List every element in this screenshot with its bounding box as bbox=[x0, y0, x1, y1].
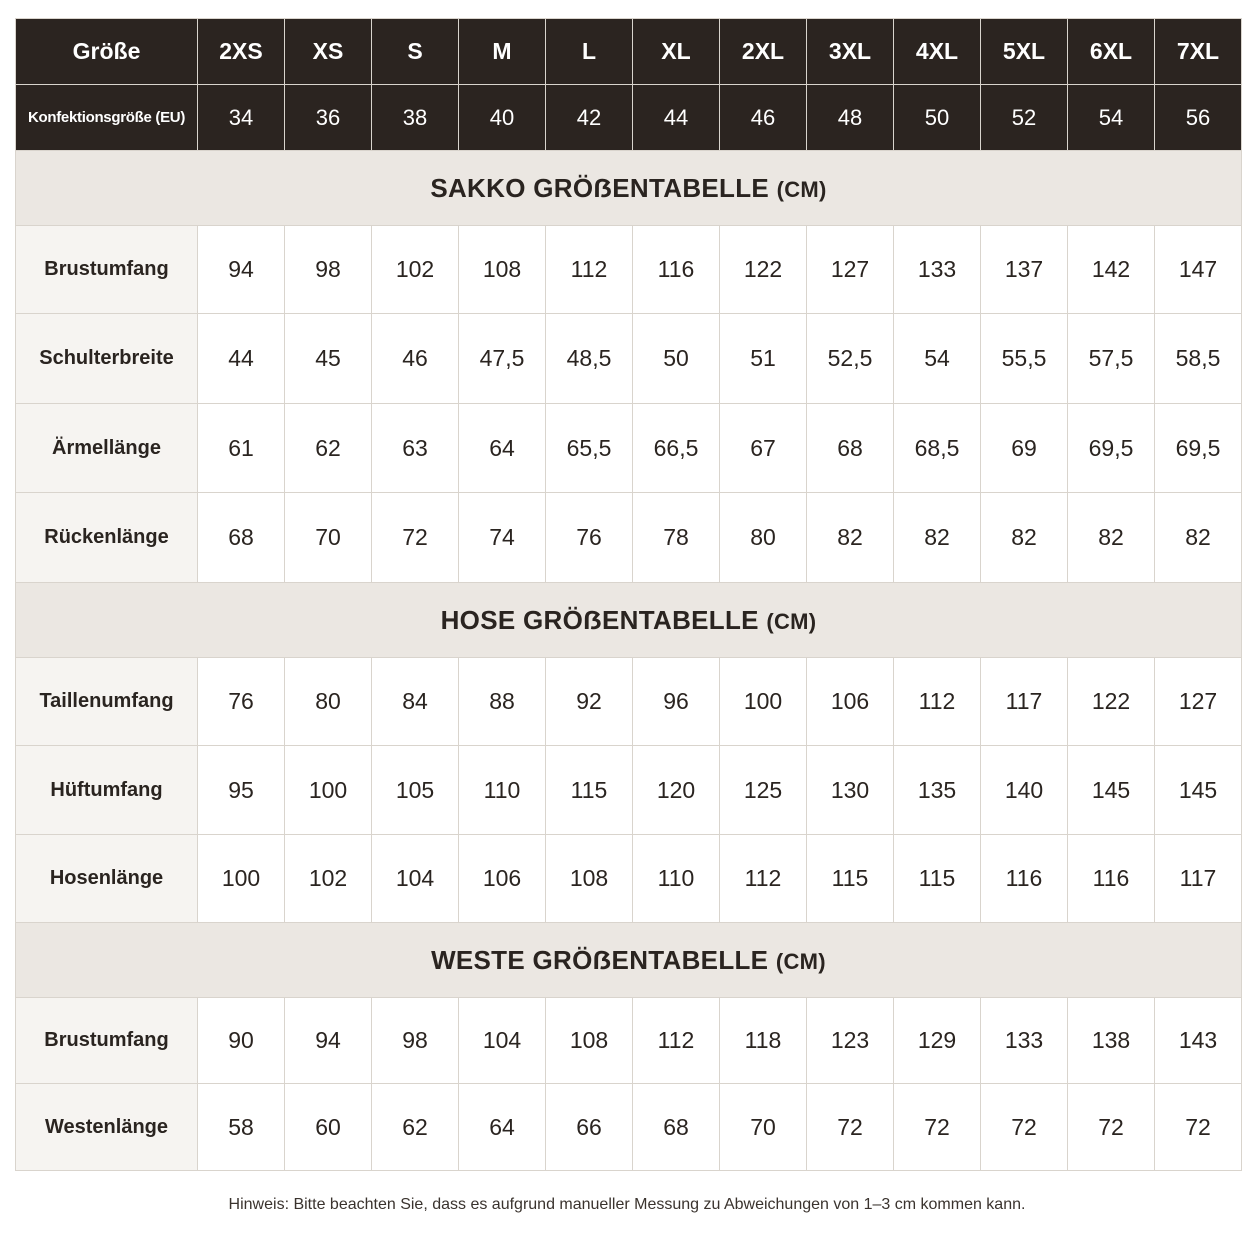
value-cell: 58 bbox=[198, 1084, 285, 1171]
value-cell: 129 bbox=[894, 998, 981, 1084]
size-cell: 4XL bbox=[894, 19, 981, 85]
value-cell: 115 bbox=[894, 835, 981, 923]
row-label: Westenlänge bbox=[16, 1084, 198, 1171]
value-cell: 72 bbox=[807, 1084, 894, 1171]
row-label: Hüftumfang bbox=[16, 746, 198, 835]
value-cell: 102 bbox=[372, 226, 459, 314]
row-label: Schulterbreite bbox=[16, 314, 198, 404]
value-cell: 54 bbox=[894, 314, 981, 404]
section-header-row bbox=[16, 151, 1242, 226]
value-cell: 61 bbox=[198, 404, 285, 493]
value-cell: 133 bbox=[981, 998, 1068, 1084]
row-label: Rückenlänge bbox=[16, 493, 198, 583]
value-cell: 112 bbox=[633, 998, 720, 1084]
row-label: Ärmellänge bbox=[16, 404, 198, 493]
value-cell: 67 bbox=[720, 404, 807, 493]
value-cell: 145 bbox=[1155, 746, 1242, 835]
value-cell: 106 bbox=[807, 658, 894, 746]
value-cell: 122 bbox=[720, 226, 807, 314]
table-row bbox=[16, 493, 1242, 583]
section-unit: (CM) bbox=[776, 176, 827, 202]
value-cell: 70 bbox=[285, 493, 372, 583]
table-row bbox=[16, 404, 1242, 493]
value-cell: 108 bbox=[546, 835, 633, 923]
value-cell: 100 bbox=[285, 746, 372, 835]
value-cell: 68 bbox=[807, 404, 894, 493]
value-cell: 108 bbox=[546, 998, 633, 1084]
value-cell: 94 bbox=[285, 998, 372, 1084]
value-cell: 47,5 bbox=[459, 314, 546, 404]
value-cell: 62 bbox=[372, 1084, 459, 1171]
eu-size-cell: 52 bbox=[981, 85, 1068, 151]
value-cell: 106 bbox=[459, 835, 546, 923]
value-cell: 88 bbox=[459, 658, 546, 746]
size-cell: 3XL bbox=[807, 19, 894, 85]
eu-size-header-row bbox=[16, 85, 1242, 151]
size-header-row bbox=[16, 19, 1242, 85]
value-cell: 51 bbox=[720, 314, 807, 404]
value-cell: 84 bbox=[372, 658, 459, 746]
size-cell: 2XS bbox=[198, 19, 285, 85]
value-cell: 140 bbox=[981, 746, 1068, 835]
value-cell: 142 bbox=[1068, 226, 1155, 314]
value-cell: 110 bbox=[459, 746, 546, 835]
value-cell: 69,5 bbox=[1155, 404, 1242, 493]
value-cell: 102 bbox=[285, 835, 372, 923]
table-row bbox=[16, 226, 1242, 314]
value-cell: 120 bbox=[633, 746, 720, 835]
row-label: Brustumfang bbox=[16, 998, 198, 1084]
value-cell: 116 bbox=[1068, 835, 1155, 923]
value-cell: 100 bbox=[198, 835, 285, 923]
row-label: Hosenlänge bbox=[16, 835, 198, 923]
value-cell: 72 bbox=[1155, 1084, 1242, 1171]
value-cell: 118 bbox=[720, 998, 807, 1084]
value-cell: 104 bbox=[372, 835, 459, 923]
value-cell: 62 bbox=[285, 404, 372, 493]
eu-size-cell: 40 bbox=[459, 85, 546, 151]
value-cell: 115 bbox=[546, 746, 633, 835]
value-cell: 52,5 bbox=[807, 314, 894, 404]
value-cell: 57,5 bbox=[1068, 314, 1155, 404]
section-unit: (CM) bbox=[775, 948, 826, 974]
eu-size-cell: 56 bbox=[1155, 85, 1242, 151]
value-cell: 125 bbox=[720, 746, 807, 835]
section-header-row bbox=[16, 923, 1242, 998]
size-cell: XL bbox=[633, 19, 720, 85]
value-cell: 76 bbox=[198, 658, 285, 746]
value-cell: 64 bbox=[459, 404, 546, 493]
eu-size-cell: 34 bbox=[198, 85, 285, 151]
eu-size-cell: 50 bbox=[894, 85, 981, 151]
size-cell: S bbox=[372, 19, 459, 85]
value-cell: 117 bbox=[981, 658, 1068, 746]
eu-size-cell: 38 bbox=[372, 85, 459, 151]
value-cell: 116 bbox=[633, 226, 720, 314]
table-row bbox=[16, 1084, 1242, 1171]
value-cell: 112 bbox=[546, 226, 633, 314]
value-cell: 72 bbox=[894, 1084, 981, 1171]
table-row bbox=[16, 998, 1242, 1084]
value-cell: 64 bbox=[459, 1084, 546, 1171]
value-cell: 95 bbox=[198, 746, 285, 835]
value-cell: 80 bbox=[285, 658, 372, 746]
value-cell: 98 bbox=[285, 226, 372, 314]
value-cell: 63 bbox=[372, 404, 459, 493]
value-cell: 69,5 bbox=[1068, 404, 1155, 493]
value-cell: 133 bbox=[894, 226, 981, 314]
section-title bbox=[16, 923, 1242, 998]
value-cell: 96 bbox=[633, 658, 720, 746]
value-cell: 104 bbox=[459, 998, 546, 1084]
value-cell: 110 bbox=[633, 835, 720, 923]
value-cell: 65,5 bbox=[546, 404, 633, 493]
value-cell: 115 bbox=[807, 835, 894, 923]
table-row bbox=[16, 835, 1242, 923]
section-title-text: HOSE GRÖẞENTABELLE bbox=[440, 604, 759, 635]
value-cell: 46 bbox=[372, 314, 459, 404]
value-cell: 100 bbox=[720, 658, 807, 746]
value-cell: 68,5 bbox=[894, 404, 981, 493]
eu-size-label: Konfektionsgröße (EU) bbox=[16, 85, 198, 151]
value-cell: 45 bbox=[285, 314, 372, 404]
value-cell: 44 bbox=[198, 314, 285, 404]
section-title-text: SAKKO GRÖẞENTABELLE bbox=[430, 172, 770, 203]
value-cell: 72 bbox=[981, 1084, 1068, 1171]
size-cell: 7XL bbox=[1155, 19, 1242, 85]
section-unit: (CM) bbox=[766, 608, 817, 634]
size-cell: M bbox=[459, 19, 546, 85]
row-label: Brustumfang bbox=[16, 226, 198, 314]
value-cell: 123 bbox=[807, 998, 894, 1084]
value-cell: 68 bbox=[633, 1084, 720, 1171]
value-cell: 122 bbox=[1068, 658, 1155, 746]
size-label: Größe bbox=[16, 19, 198, 85]
value-cell: 60 bbox=[285, 1084, 372, 1171]
value-cell: 74 bbox=[459, 493, 546, 583]
eu-size-cell: 44 bbox=[633, 85, 720, 151]
value-cell: 82 bbox=[807, 493, 894, 583]
eu-size-cell: 46 bbox=[720, 85, 807, 151]
value-cell: 135 bbox=[894, 746, 981, 835]
value-cell: 94 bbox=[198, 226, 285, 314]
value-cell: 92 bbox=[546, 658, 633, 746]
value-cell: 50 bbox=[633, 314, 720, 404]
value-cell: 82 bbox=[1155, 493, 1242, 583]
value-cell: 78 bbox=[633, 493, 720, 583]
table-row bbox=[16, 746, 1242, 835]
value-cell: 137 bbox=[981, 226, 1068, 314]
value-cell: 130 bbox=[807, 746, 894, 835]
value-cell: 112 bbox=[720, 835, 807, 923]
value-cell: 116 bbox=[981, 835, 1068, 923]
value-cell: 66,5 bbox=[633, 404, 720, 493]
value-cell: 98 bbox=[372, 998, 459, 1084]
row-label: Taillenumfang bbox=[16, 658, 198, 746]
value-cell: 72 bbox=[372, 493, 459, 583]
section-title bbox=[16, 583, 1242, 658]
table-row bbox=[16, 314, 1242, 404]
value-cell: 58,5 bbox=[1155, 314, 1242, 404]
value-cell: 82 bbox=[981, 493, 1068, 583]
value-cell: 66 bbox=[546, 1084, 633, 1171]
size-chart-table bbox=[15, 18, 1242, 1171]
eu-size-cell: 36 bbox=[285, 85, 372, 151]
value-cell: 70 bbox=[720, 1084, 807, 1171]
section-title-text: WESTE GRÖẞENTABELLE bbox=[431, 944, 769, 975]
eu-size-cell: 54 bbox=[1068, 85, 1155, 151]
value-cell: 147 bbox=[1155, 226, 1242, 314]
section-title bbox=[16, 151, 1242, 226]
value-cell: 127 bbox=[1155, 658, 1242, 746]
size-cell: 5XL bbox=[981, 19, 1068, 85]
measurement-note: Hinweis: Bitte beachten Sie, dass es aufgrund manueller Messung zu Abweichungen von 1–3 cm kommen kann. bbox=[228, 1196, 1026, 1213]
value-cell: 145 bbox=[1068, 746, 1155, 835]
value-cell: 76 bbox=[546, 493, 633, 583]
value-cell: 105 bbox=[372, 746, 459, 835]
eu-size-cell: 48 bbox=[807, 85, 894, 151]
size-cell: 6XL bbox=[1068, 19, 1155, 85]
size-cell: L bbox=[546, 19, 633, 85]
value-cell: 80 bbox=[720, 493, 807, 583]
eu-size-cell: 42 bbox=[546, 85, 633, 151]
size-cell: XS bbox=[285, 19, 372, 85]
value-cell: 68 bbox=[198, 493, 285, 583]
value-cell: 48,5 bbox=[546, 314, 633, 404]
value-cell: 72 bbox=[1068, 1084, 1155, 1171]
section-header-row bbox=[16, 583, 1242, 658]
value-cell: 90 bbox=[198, 998, 285, 1084]
value-cell: 108 bbox=[459, 226, 546, 314]
value-cell: 55,5 bbox=[981, 314, 1068, 404]
value-cell: 69 bbox=[981, 404, 1068, 493]
value-cell: 112 bbox=[894, 658, 981, 746]
value-cell: 117 bbox=[1155, 835, 1242, 923]
value-cell: 127 bbox=[807, 226, 894, 314]
table-row bbox=[16, 658, 1242, 746]
value-cell: 143 bbox=[1155, 998, 1242, 1084]
value-cell: 82 bbox=[894, 493, 981, 583]
value-cell: 138 bbox=[1068, 998, 1155, 1084]
size-cell: 2XL bbox=[720, 19, 807, 85]
value-cell: 82 bbox=[1068, 493, 1155, 583]
